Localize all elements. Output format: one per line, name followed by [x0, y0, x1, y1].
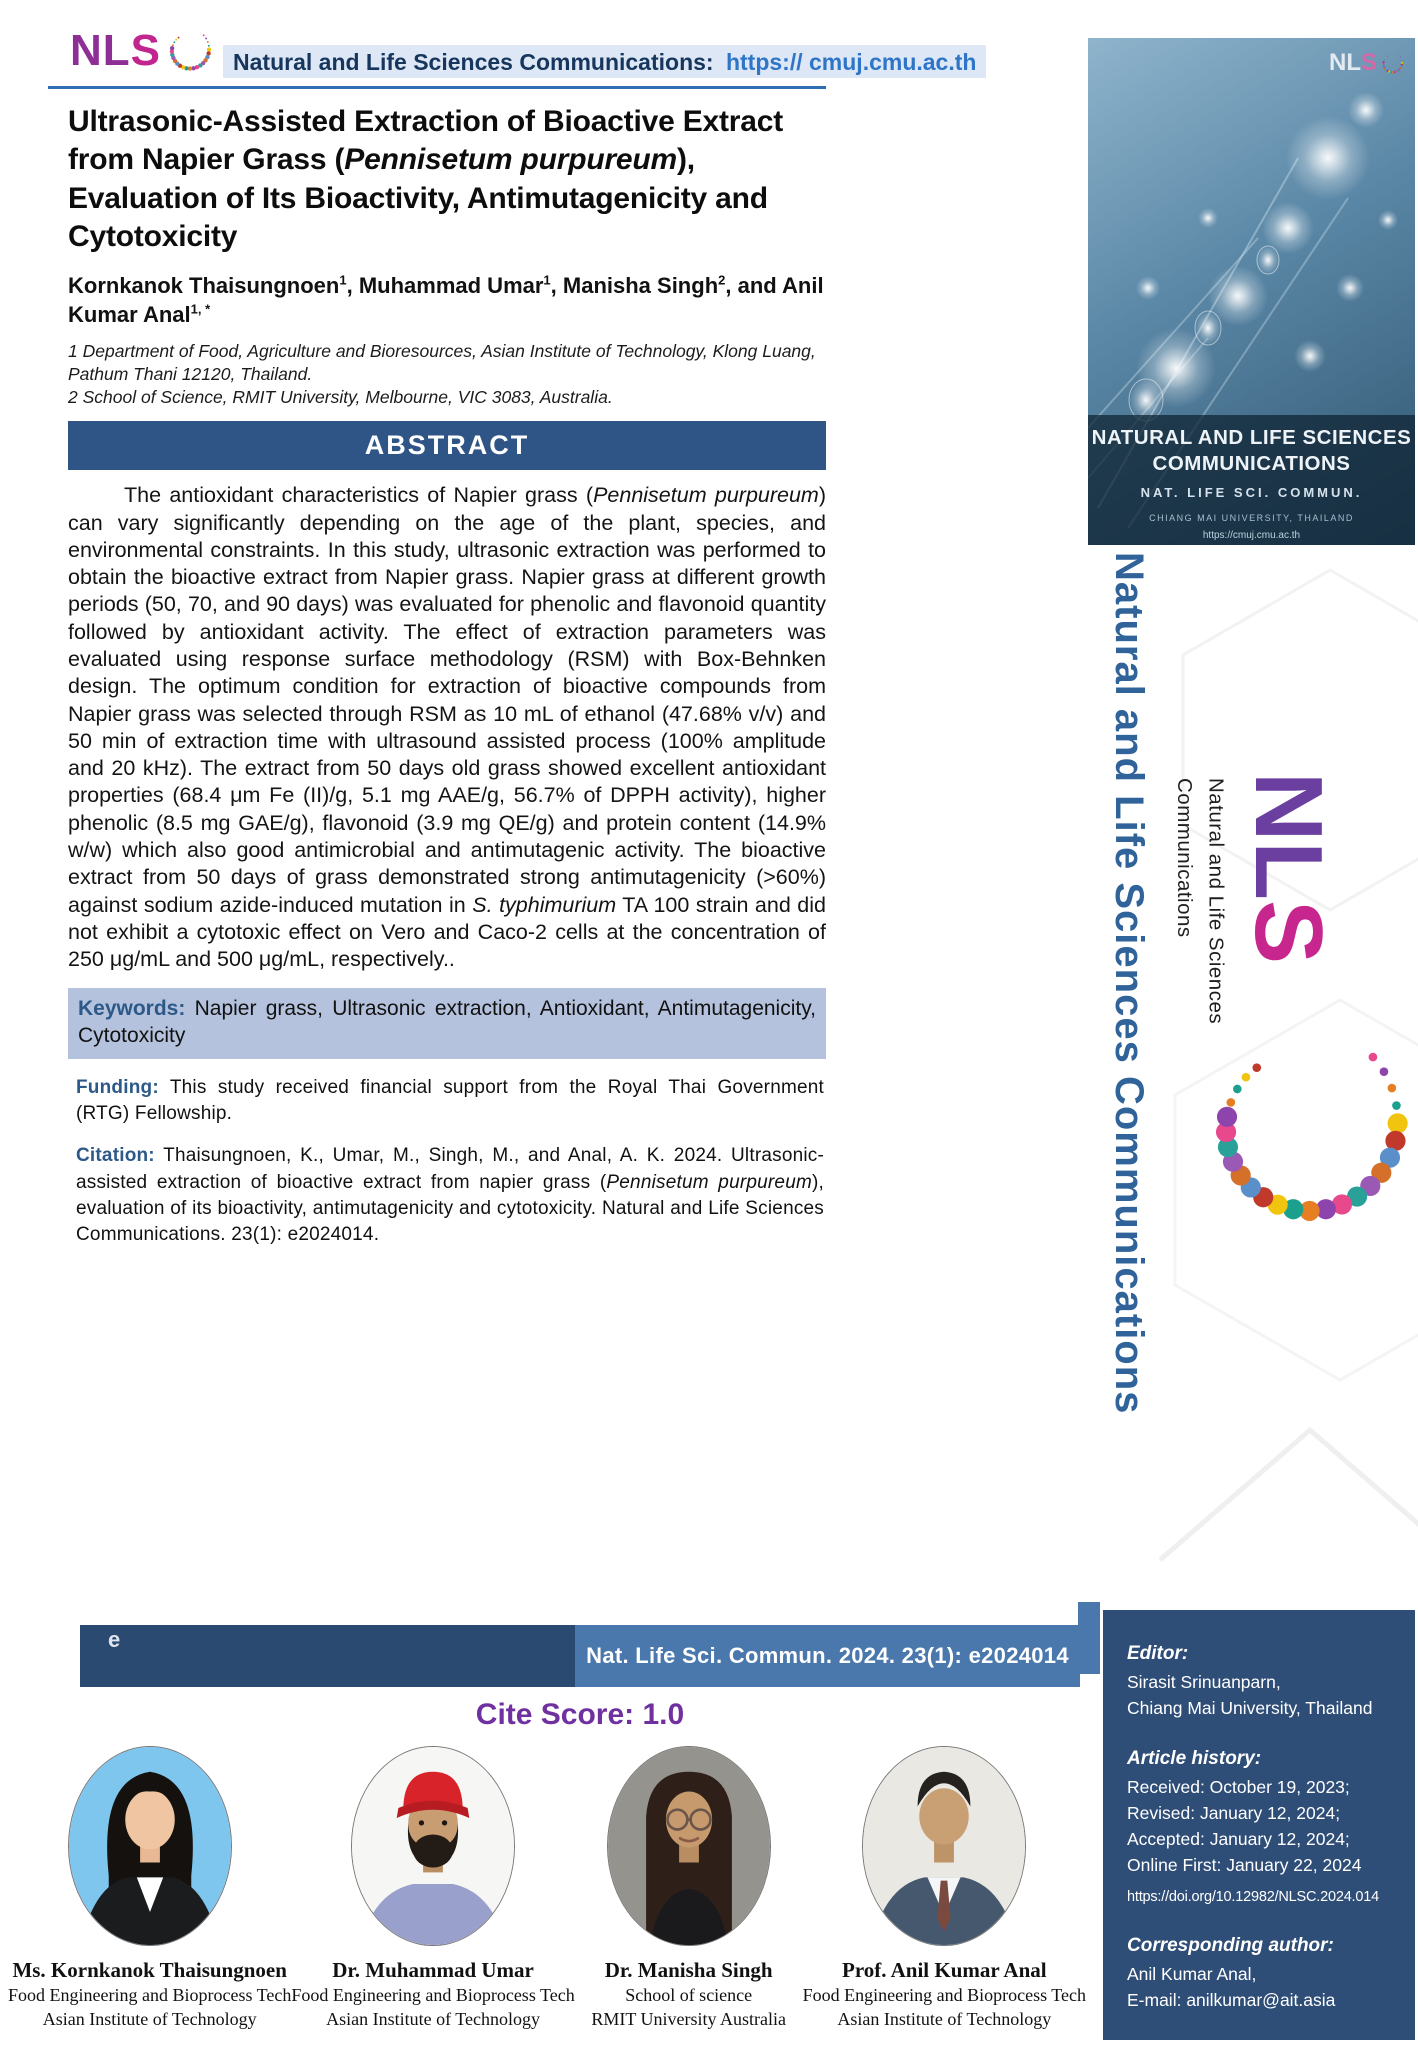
cover-title-band [1088, 415, 1415, 545]
editor-name: Sirasit Srinuanparn, [1127, 1671, 1281, 1692]
author-photo-anil [862, 1746, 1026, 1946]
article-history-label: Article history: [1127, 1748, 1262, 1769]
author-affil-line2: Asian Institute of Technology [326, 2009, 540, 2030]
author-card-manisha [575, 1746, 803, 2032]
author-card-kornkanok [8, 1746, 291, 2032]
cover-nls-logo-text: NLS [1328, 49, 1377, 76]
author-photo-row [8, 1746, 1086, 2032]
funding-label: Funding: [76, 1077, 159, 1098]
author-affil-line2: Asian Institute of Technology [837, 2009, 1052, 2030]
keywords-box [68, 988, 826, 1059]
journal-cover-image [1088, 38, 1415, 545]
citation-label: Citation: [76, 1145, 155, 1167]
author-name: Dr. Manisha Singh [604, 1958, 773, 1982]
cover-nls-logo-swirl-icon [1379, 50, 1405, 76]
sidebar-logo-caption-line2: Communications [1172, 778, 1196, 938]
sidebar-logo-caption-line1: Natural and Life Sciences [1204, 778, 1228, 1025]
email-line [1127, 1987, 1407, 2013]
editor-affiliation: Chiang Mai University, Thailand [1127, 1697, 1373, 1718]
history-accepted: Accepted: January 12, 2024; [1127, 1829, 1350, 1849]
author-affil-line1: School of science [625, 1985, 753, 2005]
author-photo-umar [351, 1746, 515, 1946]
nls-logo-text: NLS [70, 26, 162, 75]
cover-journal-abbrev: NAT. LIFE SCI. COMMUN. [1140, 485, 1363, 501]
funding-note [68, 1075, 826, 1127]
author-affil-line1: Food Engineering and Bioprocess Tech [8, 1985, 292, 2005]
author-3: Manisha Singh$^2$, and [562, 272, 783, 298]
history-online-first: Online First: January 22, 2024 [1127, 1855, 1362, 1876]
history-received: Received: October 19, 2023; [1127, 1776, 1350, 1797]
history-revised: Revised: January 12, 2024; [1127, 1802, 1341, 1823]
author-1: Kornkanok Thaisungnoen$^1$, [68, 272, 359, 298]
author-affil-line2: RMIT University Australia [591, 2009, 786, 2030]
journal-citation-bar [80, 1625, 1080, 1687]
affiliations [68, 340, 826, 409]
cover-university: CHIANG MAI UNIVERSITY, THAILAND [1149, 513, 1354, 524]
article-history-block [1127, 1745, 1407, 1908]
author-affil-line2: Asian Institute of Technology [42, 2009, 257, 2030]
journal-bar-partial-text: e [108, 1627, 121, 1652]
email-label: E-mail: [1127, 1990, 1187, 2010]
corresponding-author-block [1127, 1932, 1407, 2013]
page-header [48, 24, 977, 89]
article-title: Ultrasonic-Assisted Extraction of Bioactive Extract from Napier Grass (Pennisetum purpureum), Evaluation of Its Bioactivity, Antimutagenicity and Cytotoxicity [68, 105, 784, 254]
author-photo-manisha [607, 1746, 771, 1946]
funding-text: This study received financial support from the Royal Thai Government (RTG) Fellowship. [76, 1077, 824, 1125]
author-2: Muhammad Umar$^1$, [358, 272, 563, 298]
affiliation-1: 1 Department of Food, Agriculture and Bioresources, Asian Institute of Technology, Klong Luang, Pathum Thani 12120, Thailand. [68, 340, 816, 385]
cover-journal-title-line2: COMMUNICATIONS [1152, 451, 1351, 475]
author-name: Ms. Kornkanok Thaisungnoen [12, 1958, 287, 1982]
journal-url-link[interactable]: https:// cmuj.cmu.ac.th [725, 49, 977, 75]
main-column [68, 24, 977, 1248]
journal-name-banner [223, 45, 986, 78]
nls-logo [70, 24, 215, 78]
doi-link[interactable]: https://doi.org/10.12982/NLSC.2024.014 [1127, 1888, 1379, 1905]
cite-score: Cite Score: 1.0 [475, 1698, 685, 1731]
corresponding-author-label: Corresponding author: [1127, 1935, 1334, 1957]
keywords-label: Keywords: [78, 996, 186, 1020]
journal-name: Natural and Life Sciences Communications: [233, 49, 714, 75]
keywords-text: Napier grass, Ultrasonic extraction, Antioxidant, Antimutagenicity, Cytotoxicity [78, 996, 816, 1048]
affiliation-2: 2 School of Science, RMIT University, Melbourne, VIC 3083, Australia. [68, 387, 613, 408]
editor-block [1127, 1640, 1407, 1721]
cover-url: https://cmuj.cmu.ac.th [1202, 530, 1301, 542]
journal-bar-citation: Nat. Life Sci. Commun. 2024. 23(1): e2024014 [575, 1625, 1080, 1687]
author-affil-line1: Food Engineering and Bioprocess Tech [802, 1985, 1086, 2005]
sidebar-accent-tab [1078, 1602, 1100, 1674]
sidebar-nls-logo-swirl-icon [1185, 965, 1418, 1285]
editor-label: Editor: [1127, 1643, 1189, 1664]
sidebar-vertical-journal-title: Natural and Life Sciences Communications [1107, 552, 1151, 1415]
citation-note: Citation: Thaisungnoen, K., Umar, M., Singh, M., and Anal, A. K. 2024. Ultrasonic-assisted extraction of bioactive extract from napier grass (Pennisetum purpureum), evaluation of its bioactivity, antimutagenicity and cytotoxicity. Natural and Life Sciences Communications. 23(1): e2024014. [76, 1145, 824, 1246]
author-name: Prof. Anil Kumar Anal [842, 1958, 1047, 1982]
email-link[interactable]: anilkumar@ait.asia [1186, 1990, 1336, 2010]
nls-logo-swirl-icon [163, 24, 215, 76]
author-card-umar [291, 1746, 574, 2032]
abstract-heading: ABSTRACT [68, 421, 826, 470]
article-info-panel [1103, 1610, 1415, 2040]
author-card-anil [803, 1746, 1086, 2032]
abstract-text: The antioxidant characteristics of Napier grass (Pennisetum purpureum) can vary significantly depending on the age of the plant, species, and environmental constraints. In this study, ultrasonic extraction was performed to obtain the bioactive extract from Napier grass. Napier grass at different growth periods (50, 70, and 90 days) was evaluated for phenolic and flavonoid quantity followed by antioxidant activity. The effect of extraction parameters was evaluated using response surface methodology (RSM) with Box-Behnken design. The optimum condition for extraction of bioactive compounds from Napier grass was selected through RSM as 10 mL of ethanol (47.68% v/v) and 50 min of extraction time with ultrasound assisted process (100% amplitude and 20 kHz). The extract from 50 days old grass showed excellent antioxidant properties (68.4 μm Fe (II)/g, 5.1 mg AAE/g, 56.7% of DPPH activity), higher phenolic (8.5 mg GAE/g), flavonoid (3.9 mg QE/g) and protein content (14.9% w/w) which also good antimicrobial and antimutagenic activity. The bioactive extract from 50 days of grass demonstrated strong antimutagenicity (>60%) against sodium azide-induced mutation in S. typhimurium TA 100 strain and did not exhibit a cytotoxic effect on Vero and Caco-2 cells at the concentration of 250 μg/mL and 500 μg/mL, respectively.. [68, 483, 827, 972]
author-name: Dr. Muhammad Umar [332, 1958, 534, 1982]
author-4: Anil Kumar Anal$^{1, *}$ [68, 272, 824, 328]
author-affil-line1: Food Engineering and Bioprocess Tech [291, 1985, 575, 2005]
author-photo-kornkanok [68, 1746, 232, 1946]
sidebar-nls-logo-text: NLS [1235, 772, 1343, 964]
author-list [68, 271, 826, 330]
corresponding-author-name: Anil Kumar Anal, [1127, 1963, 1257, 1984]
cover-journal-title-line1: NATURAL AND LIFE SCIENCES [1091, 426, 1412, 449]
cover-nls-logo [1329, 50, 1405, 76]
journal-bar-dark-segment [80, 1625, 575, 1687]
